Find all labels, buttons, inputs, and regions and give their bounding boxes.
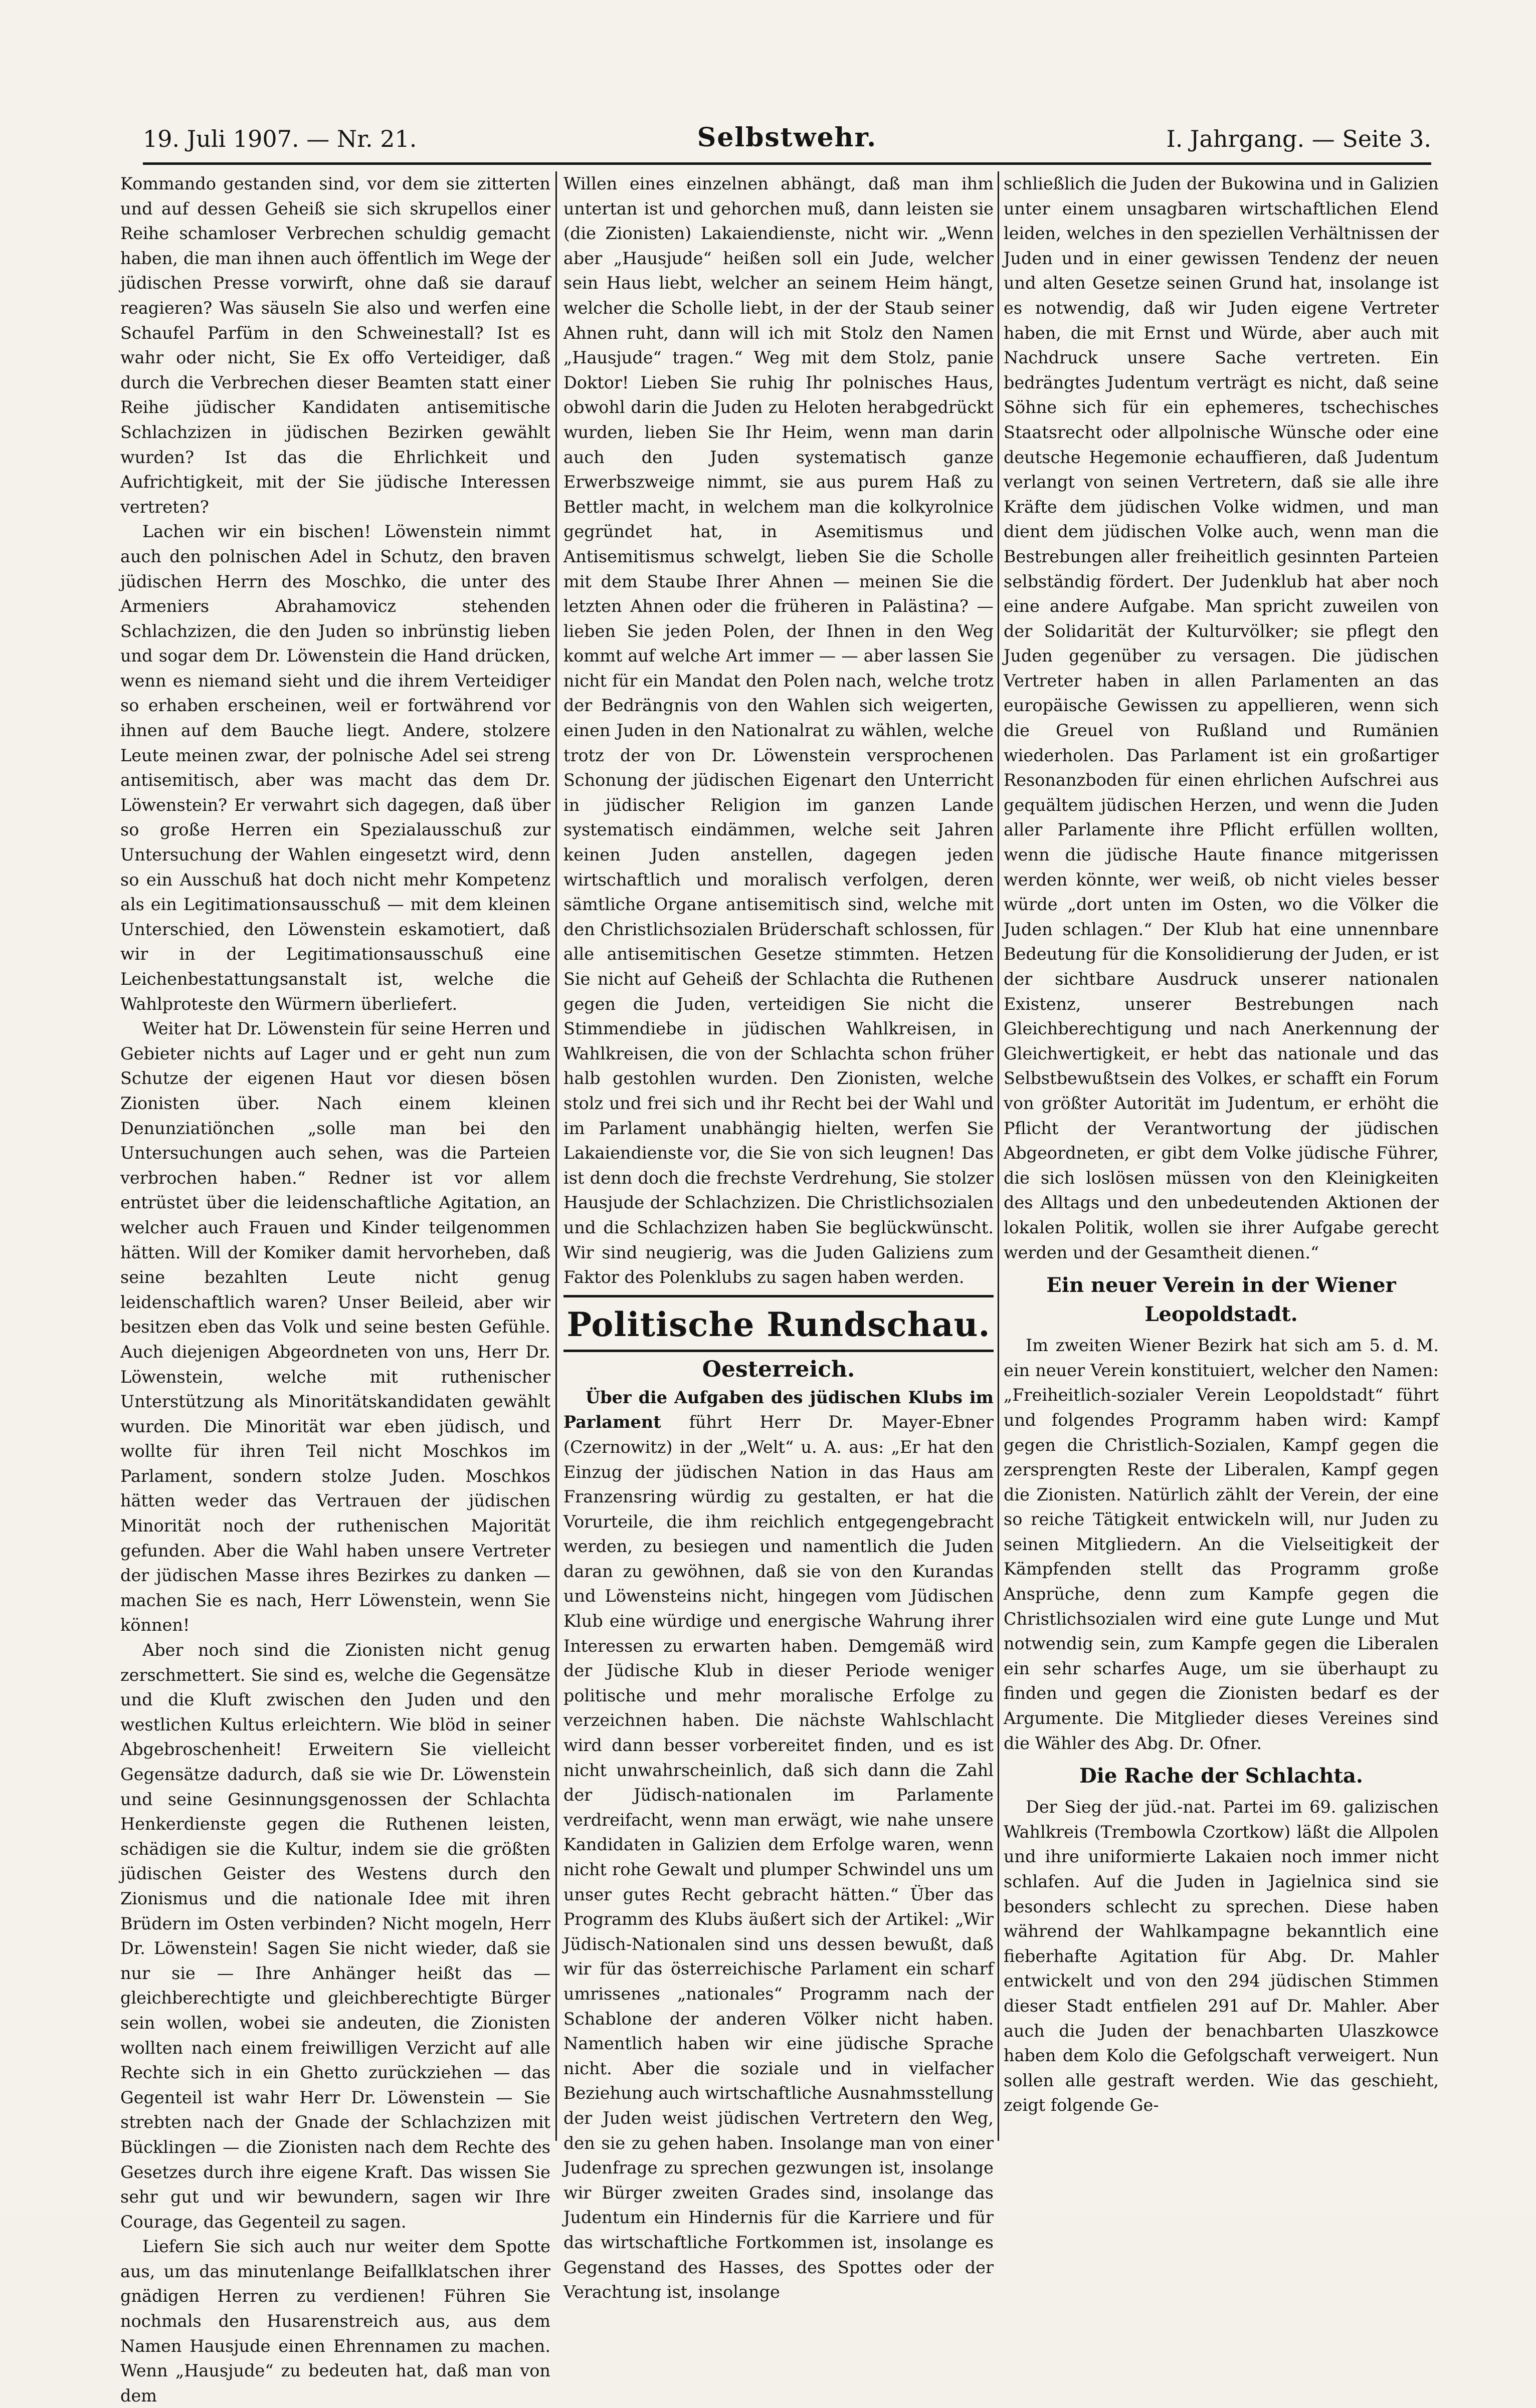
paragraph: Der Sieg der jüd.-nat. Partei im 69. galizischen Wahlkreis (Trembowla Czortkow) läßt die Allpolen und ihre uniformierte Lakaien noch immer nicht schlafen. Auf die Juden in Jagielnica sind sie besonders schlecht zu sprechen. Diese haben während der Wahlkampagne bekanntlich eine fieberhafte Agitation für Abg. Dr. Mahler entwickelt und von den 294 jüdischen Stimmen dieser Stadt entfielen 291 auf Dr. Mahler. Aber auch die Juden der benachbarten Ulaszkowce haben dem Kolo die Gefolgschaft verweigert. Nun sollen alle gestraft werden. Wie das geschieht, zeigt folgende Ge- — [1004, 1797, 1439, 2115]
paragraph: Weiter hat Dr. Löwenstein für seine Herren und Gebieter nichts auf Lager und er geht nun zum Schutze der eigenen Haut vor diesen bösen Zionisten über. Nach einem kleinen Denunziatiönchen „solle man bei den Untersuchungen auch sehen, was die Parteien verbrochen haben.“ Redner ist vor allem entrüstet über die leidenschaftliche Agitation, an welcher auch Frauen und Kinder teilgenommen hätten. Will der Komiker damit hervorheben, daß seine bezahlten Leute nicht genug leidenschaftlich waren? Unser Beileid, aber wir besitzen eben das Volk und seine besten Gefühle. Auch diejenigen Abgeordneten von uns, Herr Dr. Löwenstein, welche mit ruthenischer Unterstützung als Minoritätskandidaten gewählt wurden. Die Minorität war eben jüdisch, und wollte für ihren Teil nicht Moschkos im Parlament, sondern stolze Juden. Moschkos hätten weder das Vertrauen der jüdischen Minorität noch der ruthenischen Majorität gefunden. Aber die Wahl haben unsere Vertreter der jüdischen Masse ihres Bezirkes zu danken — machen Sie es nach, Herr Löwenstein, wenn Sie können! — [120, 1019, 550, 1635]
column-3 — [1004, 171, 1439, 2176]
paragraph: schließlich die Juden der Bukowina und in Galizien unter einem unsagbaren wirtschaftlichen Elend leiden, welches in den speziellen Verhältnissen der Juden und in einer gewissen Tendenz der neuen und alten Gesetze seinen Grund hat, insolange ist es notwendig, daß wir Juden eigene Vertreter haben, die mit Ernst und Würde, aber auch mit Nachdruck unsere Sache vertreten. Ein bedrängtes Judentum verträgt es nicht, daß seine Söhne sich für ein ephemeres, tschechisches Staatsrecht oder allpolnische Wünsche oder eine deutsche Hegemonie echauffieren, daß Judentum verlangt von seinen Vertretern, daß sie alle ihre Kräfte dem jüdischen Volke widmen, und man dient dem jüdischen Volke auch, wenn man die Bestrebungen aller freiheitlich gesinnten Parteien selbständig fördert. Der Judenklub hat aber noch eine andere Aufgabe. Man spricht zuweilen von der Solidarität der Kulturvölker; sie pflegt den Juden gegenüber zu versagen. Die jüdischen Vertreter haben in allen Parlamenten an das europäische Gewissen zu appellieren, wenn sich die Greuel von Rußland und Rumänien wiederholen. Das Parlament ist ein großartiger Resonanzboden für einen ehrlichen Aufschrei aus gequältem jüdischen Herzen, und wenn die Juden aller Parlamente ihre Pflicht erfüllen wollten, wenn die jüdische Haute finance mitgerissen werden könnte, wer weiß, ob nicht vieles besser würde „dort unten im Osten, wo die Völker die Juden schlagen.“ Der Klub hat eine unnennbare Bedeutung für die Konsolidierung der Juden, er ist der sichtbare Ausdruck unserer nationalen Existenz, unserer Bestrebungen nach Gleichberechtigung und nach Anerkennung der Gleichwertigkeit, er hebt das nationale und das Selbstbewußtsein des Volkes, er schafft ein Forum von größter Autorität im Judentum, er erhöht die Pflicht der Verantwortung der jüdischen Abgeordneten, er gibt dem Volke jüdische Führer, die sich loslösen müssen von den Kleinigkeiten des Alltags und den unbedeutenden Aktionen der lokalen Politik, wollen sie ihrer Aufgabe gerecht werden und der Gesamtheit dienen.“ — [1004, 174, 1439, 1262]
column-2 — [563, 171, 994, 2302]
article-paragraph — [563, 1385, 994, 2305]
section-title-politische-rundschau: Politische Rundschau. — [563, 1295, 994, 1352]
paragraph: Im zweiten Wiener Bezirk hat sich am 5. d. M. ein neuer Verein konstituiert, welcher den Namen: „Freiheitlich-sozialer Verein Leopoldstadt“ führt und folgendes Programm haben wird: Kampf gegen die Christlich-Sozialen, Kampf gegen die zersprengten Reste der Liberalen, Kampf gegen die Zionisten. Natürlich zählt der Verein, der eine so reiche Tätigkeit entwickeln will, nur Juden zu seinen Mitgliedern. An die Vielseitigkeit der Kämpfenden stellt das Programm große Ansprüche, denn zum Kampfe gegen die Christlichsozialen wird eine gute Lunge und Mut notwendig sein, zum Kampfe gegen die Liberalen ein sehr scharfes Auge, um sie überhaupt zu finden und gegen die Zionisten bedarf es der Argumente. Die Mitglieder dieses Vereines sind die Wähler des Abg. Dr. Ofner. — [1004, 1336, 1439, 1753]
header-volume-page: I. Jahrgang. — Seite 3. — [1166, 125, 1431, 152]
column-rule-right — [998, 171, 999, 2141]
column-rule-left — [555, 171, 557, 2141]
paragraph: Lachen wir ein bischen! Löwenstein nimmt auch den polnischen Adel in Schutz, den braven jüdischen Herrn des Moschko, die unter des Armeniers Abrahamovicz stehenden Schlachzizen, die den Juden so inbrünstig lieben und sogar dem Dr. Löwenstein die Hand drücken, wenn es niemand sieht und die ihrem Verteidiger so erhaben erscheinen, weil er fortwährend vor ihnen auf dem Bauche liegt. Andere, stolzere Leute meinen zwar, der polnische Adel sei streng antisemitisch, aber was macht das dem Dr. Löwenstein? Er verwahrt sich dagegen, daß über so große Herren ein Spezialausschuß zur Untersuchung der Wahlen eingesetzt wird, denn so ein Ausschuß hat doch nicht mehr Kompetenz als ein Legitimationsausschuß — mit dem kleinen Unterschied, den Löwenstein eskamotiert, daß wir in der Legitimationsausschuß eine Leichenbestattungsanstalt ist, welche die Wahlproteste den Würmern überliefert. — [120, 522, 550, 1014]
header-date-issue: 19. Juli 1907. — Nr. 21. — [143, 125, 417, 152]
paragraph: Kommando gestanden sind, vor dem sie zitterten und auf dessen Geheiß sie sich skrupellos einer Reihe schamloser Verbrechen schuldig gemacht haben, die man ihnen auch öffentlich im Wege der jüdischen Presse vorwirft, ohne daß sie darauf reagieren? Was säuseln Sie also und werfen eine Schaufel Parfüm in den Schweinestall? Ist es wahr oder nicht, Sie Ex offo Verteidiger, daß durch die Verbrechen dieser Beamten statt einer Reihe jüdischer Kandidaten antisemitische Schlachzizen in jüdischen Bezirken gewählt wurden? Ist das die Ehrlichkeit und Aufrichtigkeit, mit der Sie jüdische Interessen vertreten? — [120, 174, 550, 517]
paragraph: Liefern Sie sich auch nur weiter dem Spotte aus, um das minutenlange Beifallklatschen ihrer gnädigen Herren zu verdienen! Führen Sie nochmals den Husarenstreich aus, aus dem Namen Hausjude einen Ehrennamen zu machen. Wenn „Hausjude“ zu bedeuten hat, daß man von dem — [120, 2237, 550, 2405]
article-lead-text: führt Herr Dr. Mayer-Ebner (Czernowitz) in der „Welt“ u. A. aus: „Er hat den Einzug der jüdischen Nation in das Haus am Franzensring würdig zu gestalten, er hat die Vorurteile, die ihm reichlich entgegengebracht werden, zu besiegen und namentlich die Juden daran zu gewöhnen, daß sie von den Kurandas und Löwensteins nicht, hingegen vom Jüdischen Klub eine würdige und energische Wahrung ihrer Interessen zu erwarten haben. Demgemäß wird der Jüdische Klub in dieser Periode weniger politische und mehr moralische Erfolge zu verzeichnen haben. Die nächste Wahlschlacht wird dann besser vorbereitet finden, und es ist nicht unwahrscheinlich, daß sich dann die Zahl der Jüdisch-nationalen im Parlamente verdreifacht, wenn man erwägt, wie nahe unsere Kandidaten in Galizien dem Erfolge waren, wenn nicht rohe Gewalt und plumper Schwindel uns um unser gutes Recht gebracht hätten.“ Über das Programm des Klubs äußert sich der Artikel: „Wir Jüdisch-Nationalen sind uns dessen bewußt, daß wir für das österreichische Parlament ein scharf umrissenes „nationales“ Programm nach der Schablone der anderen Völker nicht haben. Namentlich haben wir eine jüdische Sprache nicht. Aber die soziale und in vielfacher Beziehung auch wirtschaftliche Ausnahmsstellung der Juden weist jüdischen Vertretern den Weg, den sie zu gehen haben. Insolange man von einer Judenfrage zu sprechen gezwungen ist, insolange wir Bürger zweiten Grades sind, insolange das Judentum ein Hindernis für die Karriere und für das wirtschaftliche Fortkommen ist, insolange es Gegenstand des Hasses, des Spottes oder der Verachtung ist, insolange — [563, 1412, 994, 2302]
article-lead-bold: Über die Aufgaben des jüdischen Klubs im Parlament — [563, 1387, 994, 1432]
paragraph: Willen eines einzelnen abhängt, daß man ihm untertan ist und gehorchen muß, dann leisten sie (die Zionisten) Lakaiendienste, nicht wir. „Wenn aber „Hausjude“ heißen soll ein Jude, welcher sein Haus liebt, welcher an seinem Heim hängt, welcher die Scholle liebt, in der der Staub seiner Ahnen ruht, dann will ich mit Stolz den Namen „Hausjude“ tragen.“ Weg mit dem Stolz, panie Doktor! Lieben Sie ruhig Ihr polnisches Haus, obwohl darin die Juden zu Heloten herabgedrückt wurden, lieben Sie Ihr Heim, wenn man darin auch den Juden systematisch ganze Erwerbszweige nimmt, sie aus purem Haß zu Bettler macht, in welchem man die kolkyrolnice gegründet hat, in Asemitismus und Antisemitismus schwelgt, lieben Sie die Scholle mit dem Staube Ihrer Ahnen — meinen Sie die letzten Ahnen oder die früheren in Palästina? — lieben Sie jeden Polen, der Ihnen in den Weg kommt auf welche Art immer — — aber lassen Sie nicht für ein Mandat den Polen nach, welche trotz der Bedrängnis von den Wahlen sich weigerten, einen Juden in den Nationalrat zu wählen, welche trotz der von Dr. Löwenstein versprochenen Schonung der jüdischen Eigenart den Unterricht in jüdischer Religion im ganzen Lande systematisch eindämmen, welche seit Jahren keinen Juden anstellen, dagegen jeden wirtschaftlich und moralisch verfolgen, deren sämtliche Organe antisemitisch sind, welche mit den Christlichsozialen Brüderschaft schlossen, für alle antisemitischen Gesetze stimmten. Hetzen Sie nicht auf Geheiß der Schlachta die Ruthenen gegen die Juden, verteidigen Sie nicht die Stimmendiebe in jüdischen Wahlkreisen, in Wahlkreisen, die von der Schlachta schon früher halb gestohlen wurden. Den Zionisten, welche stolz und frei sich und ihr Recht bei der Wahl und im Parlament unabhängig hielten, werfen Sie Lakaiendienste vor, die Sie von sich leugnen! Das ist denn doch die frechste Verdrehung, Sie stolzer Hausjude der Schlachzizen. Die Christlichsozialen und die Schlachzizen haben Sie beglückwünscht. Wir sind neugierig, was die Juden Galiziens zum Faktor des Polenklubs zu sagen haben werden. — [563, 174, 994, 1287]
article-title-rache-der-schlachta: Die Rache der Schlachta. — [1079, 1764, 1363, 1788]
column-1 — [120, 171, 550, 2405]
header-masthead: Selbstwehr. — [697, 122, 877, 153]
page-header — [143, 116, 1431, 165]
subsection-title-oesterreich: Oesterreich. — [702, 1356, 855, 1382]
article-title-neuer-verein: Ein neuer Verein in der Wiener Leopoldstadt. — [1046, 1273, 1396, 1327]
paragraph: Aber noch sind die Zionisten nicht genug zerschmettert. Sie sind es, welche die Gegensätze und die Kluft zwischen den Juden und den westlichen Kultus erleichtern. Wie blöd in seiner Abgebroschenheit! Erweitern Sie vielleicht Gegensätze dadurch, daß sie wie Dr. Löwenstein und seine Gesinnungsgenossen der Schlachta Henkerdienste gegen die Ruthenen leisten, schädigen sie die Kultur, indem sie die größten jüdischen Geister des Westens durch den Zionismus und die nationale Idee mit ihren Brüdern im Osten verbinden? Nicht mogeln, Herr Dr. Löwenstein! Sagen Sie nicht wieder, daß sie nur sie — Ihre Anhänger heißt das — gleichberechtigte und gleichberechtigte Bürger sein wollen, wobei sie andeuten, die Zionisten wollten nach einem freiwilligen Verzicht auf alle Rechte sich in ein Ghetto zurückziehen — das Gegenteil ist wahr Herr Dr. Löwenstein — Sie strebten nach der Gnade der Schlachzizen mit Bücklingen — die Zionisten nach dem Rechte des Gesetzes durch ihre eigene Kraft. Das wissen Sie sehr gut und wir bewundern, sagen wir Ihre Courage, das Gegenteil zu sagen. — [120, 1640, 550, 2232]
